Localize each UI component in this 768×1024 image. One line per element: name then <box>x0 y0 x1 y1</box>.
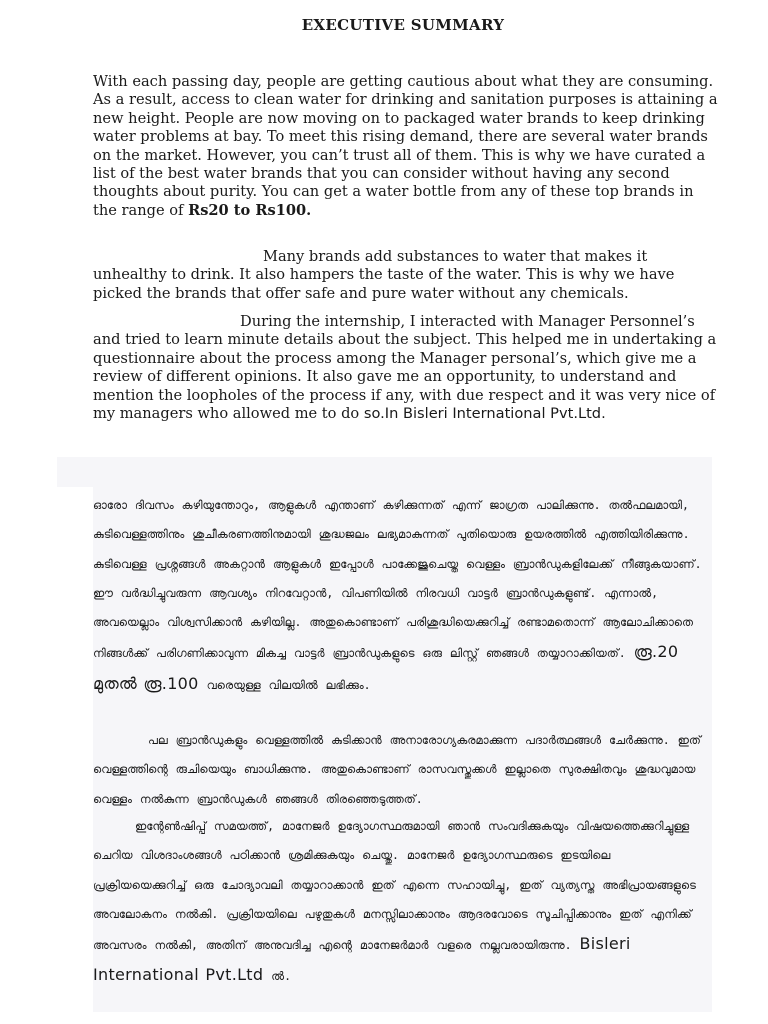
translation-panel-margin <box>57 487 93 1017</box>
regional-paragraph-3-end: ൽ. <box>263 969 291 984</box>
english-paragraph-3-text: During the internship, I interacted with Manager Personnel’s and tried to learn minute details about the subject. This helped me in undertaking a questionnaire about the process among the Manager personal’s, which give me a review of different opinions. It also gave me an opportunity, to understand and mention the loopholes of the process if any, with due respect and it was very nice of my managers who allowed me to do <box>93 313 717 423</box>
english-paragraph-1 <box>93 73 718 220</box>
regional-company-name: Bisleri International Pvt.Ltd <box>93 934 631 985</box>
english-paragraph-1-end: . <box>306 201 312 219</box>
regional-paragraph-1 <box>93 491 711 700</box>
regional-paragraph-3 <box>93 812 711 992</box>
price-range-bold: Rs20 to Rs100 <box>188 201 307 219</box>
regional-paragraph-1-end: വരെയുള്ള വിലയിൽ ലഭിക്കും. <box>198 677 371 692</box>
regional-paragraph-2: പല ബ്രാൻഡുകളും വെള്ളത്തിൽ കുടിക്കാൻ അനാരോഗ്യകരമാക്കുന്ന പദാർത്ഥങ്ങൾ ചേർക്കുന്നു. ഇത് വെള്ളത്തിന്റെ രുചിയെയും ബാധിക്കുന്നു. അതുകൊണ്ടാണ് രാസവസ്തുക്കൾ ഇല്ലാതെ സുരക്ഷിതവും ശുദ്ധവുമായ വെള്ളം നൽകുന്ന ബ്രാൻഡുകൾ ഞങ്ങൾ തിരഞ്ഞെടുത്തത്. <box>93 733 701 806</box>
regional-paragraph-3-text: ഇന്റേൺഷിപ്പ് സമയത്ത്, മാനേജർ ഉദ്യോഗസ്ഥരുമായി ഞാൻ സംവദിക്കുകയും വിഷയത്തെക്കുറിച്ചുള്ള ചെറിയ വിശദാംശങ്ങൾ പഠിക്കാൻ ശ്രമിക്കുകയും ചെയ്തു. മാനേജർ ഉദ്യോഗസ്ഥരുടെ ഇടയിലെ പ്രക്രിയയെക്കുറിച്ച് ഒരു ചോദ്യാവലി തയ്യാറാക്കാൻ ഇത് എന്നെ സഹായിച്ചു, ഇത് വ്യത്യസ്ത അഭിപ്രായങ്ങളുടെ അവലോകനം നൽകി. പ്രക്രിയയിലെ പഴുതുകൾ മനസ്സിലാക്കാനും ആദരവോടെ സൂചിപ്പിക്കാനും ഇത് എനിക്ക് അവസരം നൽകി, അതിന് അനുവദിച്ച എന്റെ മാനേജർമാർ വളരെ നല്ലവരായിരുന്നു. <box>93 819 696 953</box>
english-paragraph-3 <box>93 313 718 423</box>
page-title: EXECUTIVE SUMMARY <box>301 16 505 34</box>
regional-paragraph-1-text: ഓരോ ദിവസം കഴിയുന്തോറും, ആളുകൾ എന്താണ് കഴിക്കുന്നത് എന്ന് ജാഗ്രത പാലിക്കുന്നു. തൽഫലമായി, കുടിവെള്ളത്തിനും ശുചീകരണത്തിനുമായി ശുദ്ധജലം ലഭ്യമാകുന്നത് പുതിയൊരു ഉയരത്തിൽ എത്തിയിരിക്കുന്നു. കുടിവെള്ള പ്രശ്നങ്ങൾ അകറ്റാൻ ആളുകൾ ഇപ്പോൾ പാക്കേജുചെയ്ത വെള്ളം ബ്രാൻഡുകളിലേക്ക് നീങ്ങുകയാണ്. ഈ വർദ്ധിച്ചുവരുന്ന ആവശ്യം നിറവേറ്റാൻ, വിപണിയിൽ നിരവധി വാട്ടർ ബ്രാൻഡുകളുണ്ട്. എന്നാൽ, അവയെല്ലാം വിശ്വസിക്കാൻ കഴിയില്ല. അതുകൊണ്ടാണ് പരിശുദ്ധിയെക്കുറിച്ച് രണ്ടാമതൊന്ന് ആലോചിക്കാതെ നിങ്ങൾക്ക് പരിഗണിക്കാവുന്ന മികച്ച വാട്ടർ ബ്രാൻഡുകളുടെ ഒരു ലിസ്റ്റ് ഞങ്ങൾ തയ്യാറാക്കിയത്. <box>93 498 702 661</box>
english-paragraph-1-text: With each passing day, people are getting cautious about what they are consuming. As a result, access to clean water for drinking and sanitation purposes is attaining a new height. People are now moving on to packaged water brands to keep drinking water problems at bay. To meet this rising demand, there are several water brands on the market. However, you can’t trust all of them. This is why we have curated a list of the best water brands that you can consider without having any second thoughts about purity. You can get a water bottle from any of these top brands in the range of <box>93 73 718 219</box>
regional-price-range: രൂ.20 മുതൽ രൂ.100 <box>93 642 679 693</box>
english-paragraph-2: Many brands add substances to water that makes it unhealthy to drink. It also hampers the taste of the water. This is why we have picked the brands that offer safe and pure water without any chemicals. <box>93 248 675 302</box>
english-paragraph-3-tail: so.In Bisleri International Pvt.Ltd. <box>363 405 606 423</box>
